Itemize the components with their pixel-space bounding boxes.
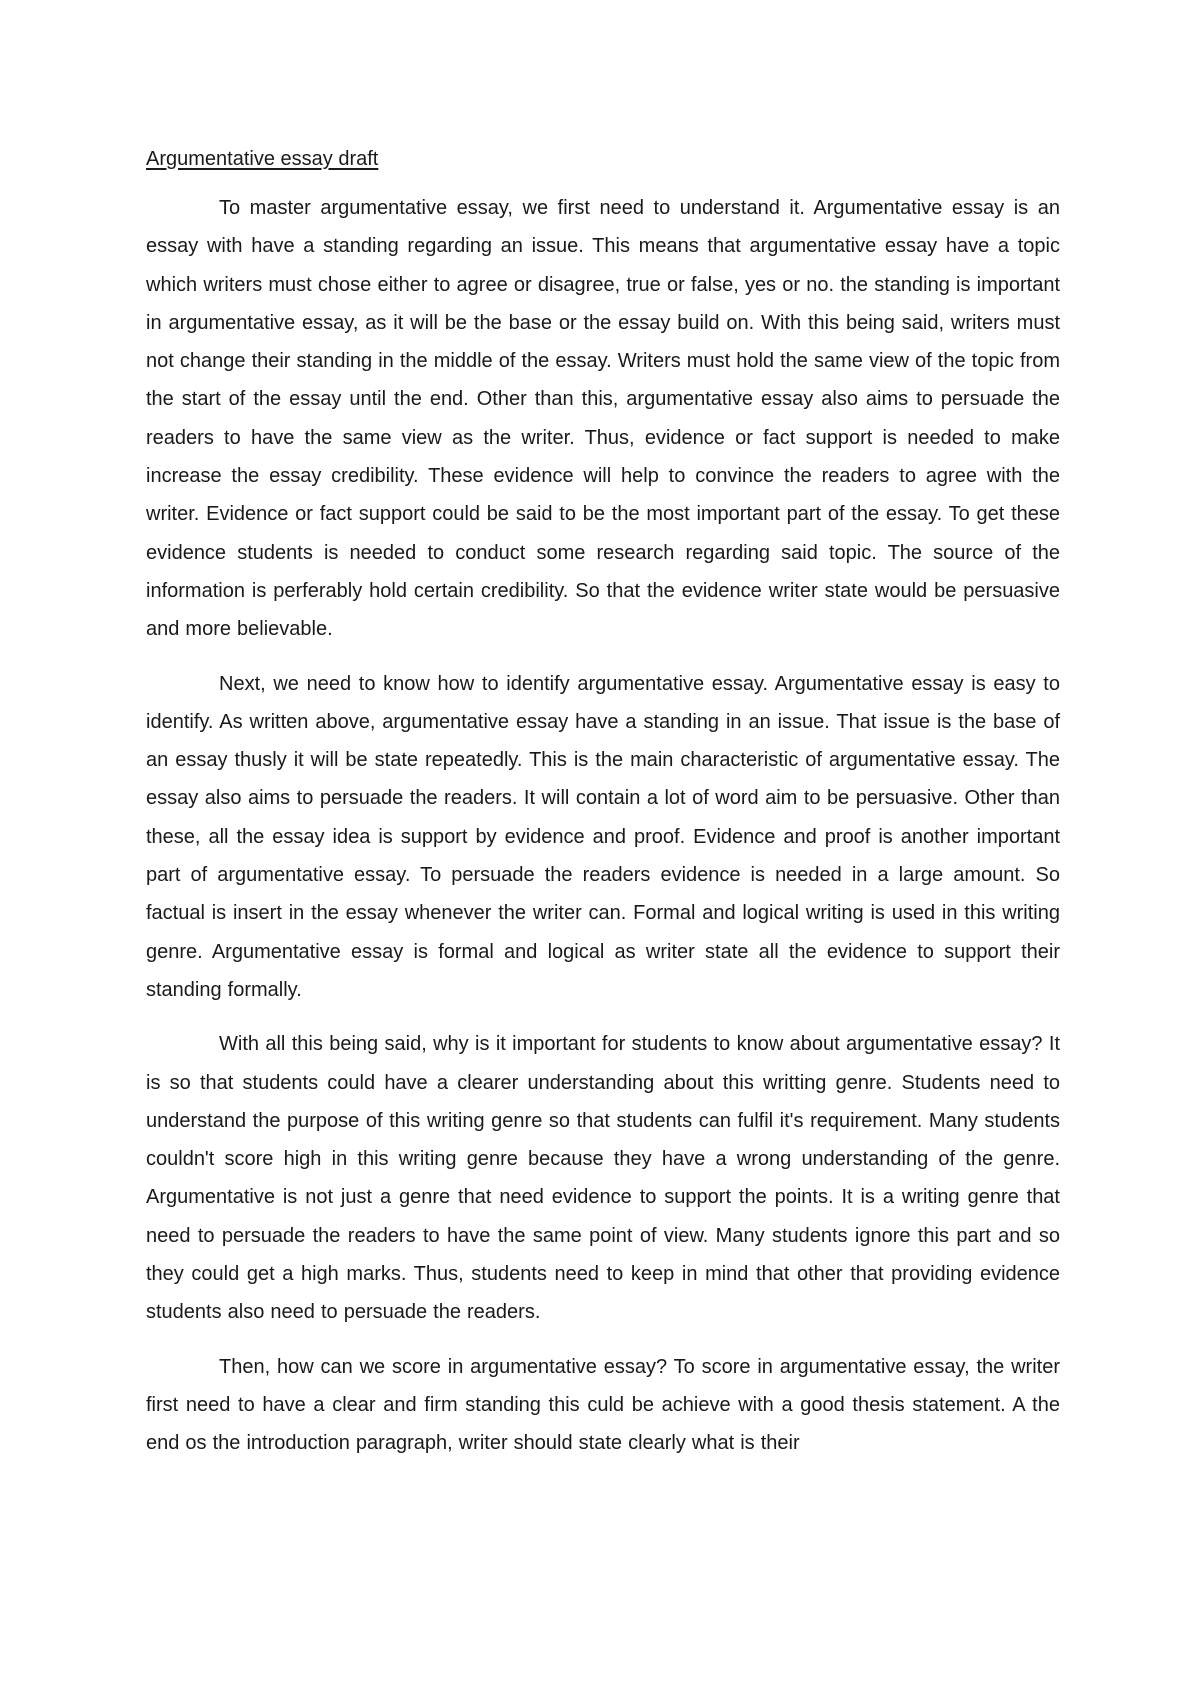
paragraph-2: Next, we need to know how to identify argumentative essay. Argumentative essay is easy to identify. As written above, argumentative essay have a standing in an issue. That issue is the base of an essay thusly it will be state repeatedly. This is the main characteristic of argumentative essay. The essay also aims to persuade the readers. It will contain a lot of word aim to be persuasive. Other than these, all the essay idea is support by evidence and proof. Evidence and proof is another important part of argumentative essay. To persuade the readers evidence is needed in a large amount. So factual is insert in the essay whenever the writer can. Formal and logical writing is used in this writing genre. Argumentative essay is formal and logical as writer state all the evidence to support their standing formally. [146,672,1060,1001]
document-body [146,143,1060,1479]
document-title: Argumentative essay draft [146,148,379,170]
paragraph-1: To master argumentative essay, we first need to understand it. Argumentative essay is an essay with have a standing regarding an issue. This means that argumentative essay have a topic which writers must chose either to agree or disagree, true or false, yes or no. the standing is important in argumentative essay, as it will be the base or the essay build on. With this being said, writers must not change their standing in the middle of the essay. Writers must hold the same view of the topic from the start of the essay until the end. Other than this, argumentative essay also aims to persuade the readers to have the same view as the writer. Thus, evidence or fact support is needed to make increase the essay credibility. These evidence will help to convince the readers to agree with the writer. Evidence or fact support could be said to be the most important part of the essay. To get these evidence students is needed to conduct some research regarding said topic. The source of the information is perferably hold certain credibility. So that the evidence writer state would be persuasive and more believable. [146,197,1060,641]
paragraph-3: With all this being said, why is it important for students to know about argumentative essay? It is so that students could have a clearer understanding about this writting genre. Students need to understand the purpose of this writing genre so that students can fulfil it's requirement. Many students couldn't score high in this writing genre because they have a wrong understanding of the genre. Argumentative is not just a genre that need evidence to support the points. It is a writing genre that need to persuade the readers to have the same point of view. Many students ignore this part and so they could get a high marks. Thus, students need to keep in mind that other that providing evidence students also need to persuade the readers. [146,1033,1060,1324]
paragraph-4: Then, how can we score in argumentative essay? To score in argumentative essay, the writer first need to have a clear and firm standing this culd be achieve with a good thesis statement. A the end os the introduction paragraph, writer should state clearly what is their [146,1355,1060,1455]
